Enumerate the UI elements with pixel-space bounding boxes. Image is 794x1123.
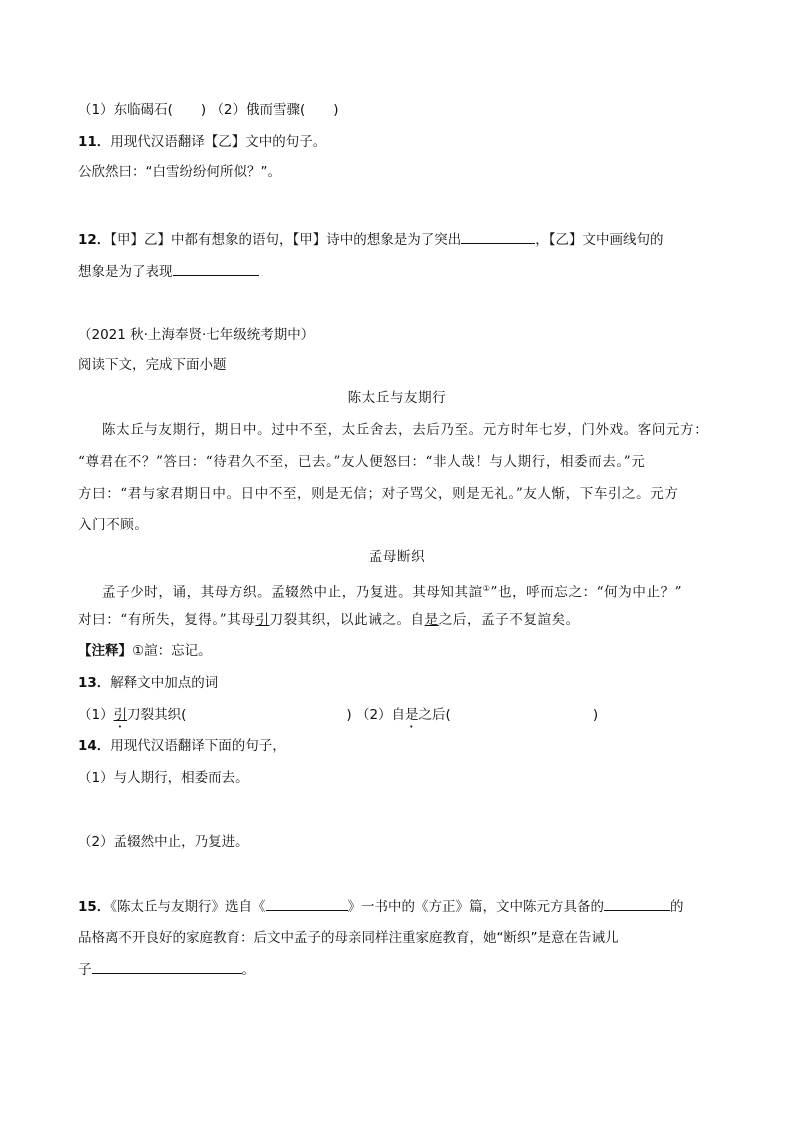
question-number: 12． bbox=[78, 232, 111, 248]
q12-blank-1[interactable] bbox=[461, 229, 535, 244]
q13-items: （1）引刀裂其织( ) （2）自是之后( ) bbox=[78, 707, 599, 723]
passage-2-line: 孟子少时，诵，其母方织。孟辍然中止，乃复进。其母知其諠①”也，呼而忘之：“何为中止？” bbox=[102, 584, 683, 601]
passage-1-title: 陈太丘与友期行 bbox=[347, 390, 447, 406]
question-prompt: 用现代汉语翻译下面的句子， bbox=[110, 738, 286, 754]
question-number: 11． bbox=[78, 134, 111, 150]
q14-sentence-1: （1）与人期行，相委而去。 bbox=[78, 770, 249, 786]
q10-items: （1）东临碣石( ) （2）俄而雪骤( ) bbox=[78, 102, 339, 118]
q15-line-3: 子 。 bbox=[78, 959, 255, 980]
q15-blank-3[interactable] bbox=[92, 959, 242, 974]
passage-2-title: 孟母断织 bbox=[368, 549, 426, 565]
dotted-word: 引 bbox=[113, 707, 128, 723]
question-number: 14． bbox=[78, 738, 111, 754]
footnote-marker: ① bbox=[482, 584, 491, 593]
q12-line-2: 想象是为了表现 bbox=[78, 261, 259, 282]
question-14 bbox=[78, 736, 286, 756]
question-number: 15． bbox=[78, 899, 111, 915]
question-number: 13． bbox=[78, 675, 111, 691]
q12-blank-2[interactable] bbox=[173, 261, 259, 276]
q10-item-1-label: （1）东临碣石( bbox=[78, 102, 173, 118]
question-15: 15．《陈太丘与友期行》选自《 》一书中的《方正》篇，文中陈元方具备的 的 bbox=[78, 896, 684, 917]
annotation: 【注释】①諠：忘记。 bbox=[78, 643, 212, 659]
passage-1-line: “尊君在不？”答曰：“待君久不至，已去。”友人便怒曰：“非人哉！与人期行，相委而去。”元 bbox=[78, 454, 646, 470]
passage-1-line: 方曰：“君与家君期日中。日中不至，则是无信；对子骂父，则是无礼。”友人惭，下车引之。元方 bbox=[78, 486, 679, 502]
question-prompt: 用现代汉语翻译【乙】文中的句子。 bbox=[110, 134, 327, 150]
question-12: 12．【甲】乙】中都有想象的语句，【甲】诗中的想象是为了突出 ，【乙】文中画线句的 bbox=[78, 229, 664, 250]
question-11 bbox=[78, 132, 326, 152]
passage-1-line: 陈太丘与友期行，期日中。过中不至，太丘舍去，去后乃至。元方时年七岁，门外戏。客问元方： bbox=[102, 422, 709, 438]
q11-sentence: 公欣然曰：“白雪纷纷何所似？”。 bbox=[78, 164, 281, 180]
passage-1-line: 入门不顾。 bbox=[78, 517, 149, 533]
q10-item-2-label: （2）俄而雪骤( bbox=[210, 102, 306, 118]
dotted-word: 是 bbox=[405, 707, 419, 723]
question-13 bbox=[78, 673, 218, 693]
passage-2-line: 对曰：“有所失，复得。”其母引刀裂其织，以此诫之。自是之后，孟子不复諠矣。 bbox=[78, 612, 580, 628]
question-prompt: 解释文中加点的词 bbox=[110, 675, 219, 691]
q14-sentence-2: （2）孟辍然中止，乃复进。 bbox=[78, 834, 249, 850]
q15-blank-1[interactable] bbox=[266, 896, 348, 911]
source-label: （2021 秋·上海奉贤·七年级统考期中） bbox=[78, 327, 315, 343]
q15-line-2: 品格离不开良好的家庭教育：后文中孟子的母亲同样注重家庭教育，她“断织”是意在告诫儿 bbox=[78, 930, 619, 946]
reading-instruction: 阅读下文，完成下面小题 bbox=[78, 357, 227, 373]
footnote-marker: ① bbox=[132, 643, 145, 659]
underlined-word: 引 bbox=[255, 612, 270, 628]
underlined-word: 是 bbox=[424, 612, 439, 628]
q15-blank-2[interactable] bbox=[604, 896, 670, 911]
